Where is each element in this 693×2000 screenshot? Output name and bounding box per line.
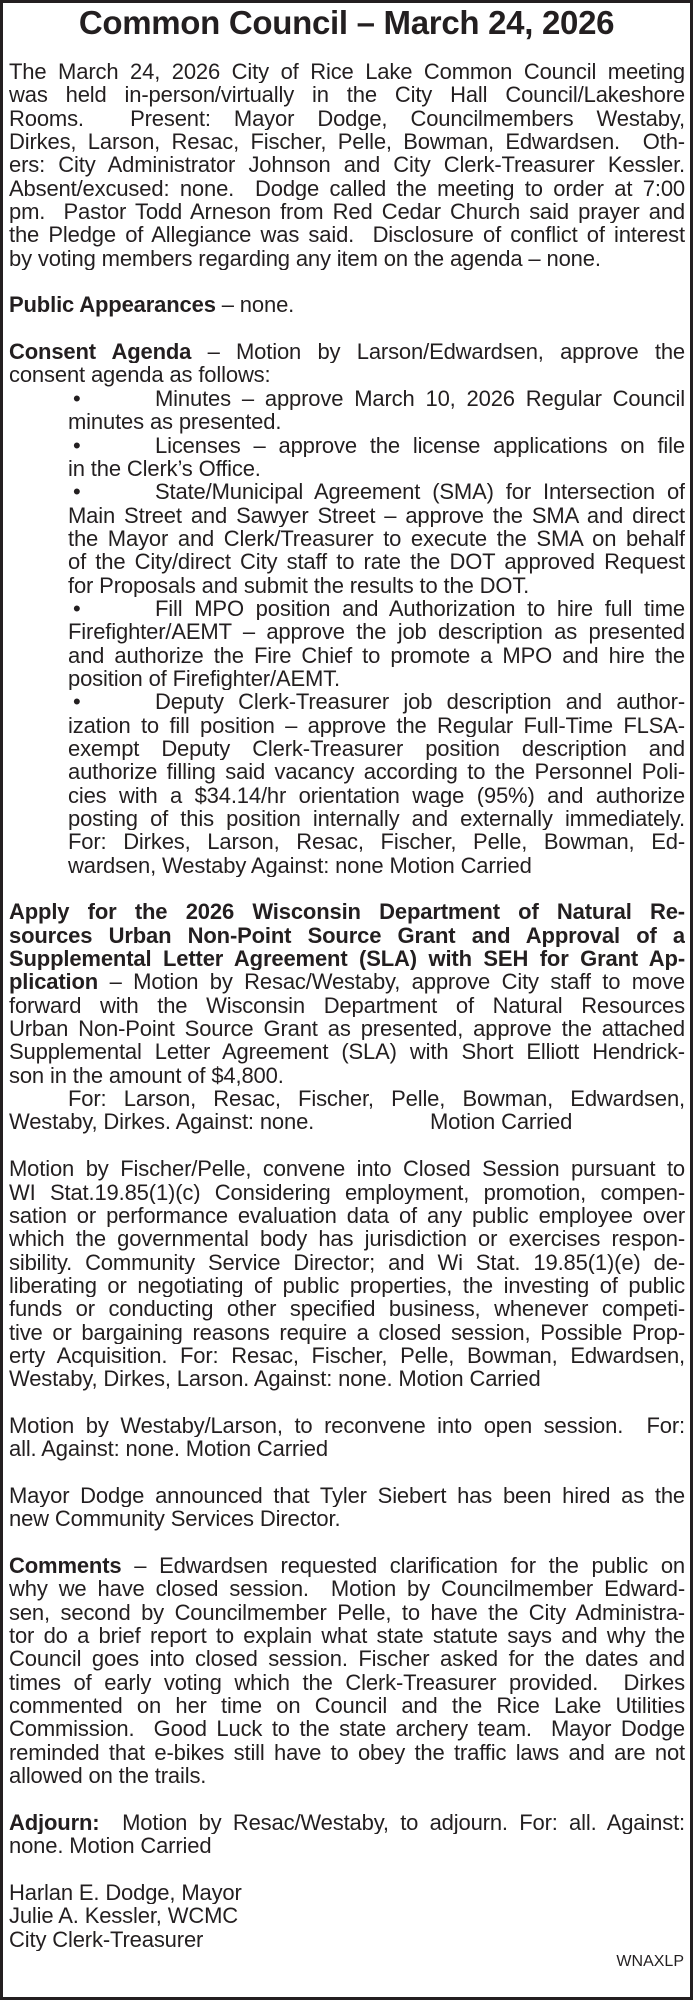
consent-agenda xyxy=(9,340,685,877)
paragraph-spacer xyxy=(9,1134,685,1157)
text-line xyxy=(9,807,685,830)
line-text: sen, second by Councilmember Pelle, to have the City Administra- xyxy=(9,1600,685,1625)
paragraph-spacer xyxy=(9,270,685,293)
page-title: Common Council – March 24, 2026 xyxy=(78,4,615,41)
bullet-item-line xyxy=(9,597,685,620)
bullet-item-line xyxy=(9,387,685,410)
text-line xyxy=(9,1624,685,1647)
paragraph-spacer xyxy=(9,1531,685,1554)
line-text: posting of this position internally and externally immediately. xyxy=(68,807,685,831)
text-line xyxy=(9,1577,685,1600)
line-text: For: Dirkes, Larson, Resac, Fischer, Pelle, Bowman, Ed- xyxy=(68,830,685,854)
line-text: Licenses – approve the license applications on file xyxy=(155,433,685,457)
line-text: cies with a $34.14/hr orientation wage (95%) and authorize xyxy=(68,783,685,807)
line-text: pm. Pastor Todd Arneson from Red Cedar Church said prayer and xyxy=(9,200,685,224)
bold-heading: Public Appearances xyxy=(9,293,216,317)
text-line xyxy=(9,363,685,386)
text-line xyxy=(9,1251,685,1274)
line-text: none. Motion Carried xyxy=(9,1834,212,1858)
motion-result: Motion Carried xyxy=(430,1110,573,1134)
dnr-grant-item xyxy=(9,900,685,1133)
line-text: why we have closed session. Motion by Councilmember Edward- xyxy=(9,1577,685,1601)
text-line xyxy=(9,784,685,807)
line-text: City Clerk-Treasurer xyxy=(9,1927,204,1951)
line-text: for Proposals and submit the results to the DOT. xyxy=(68,573,530,597)
line-text: – Edwardsen requested clarification for the public on xyxy=(121,1554,685,1578)
text-line xyxy=(9,924,685,947)
text-line xyxy=(9,854,685,877)
line-text: and authorize the Fire Chief to promote a MPO and hire the xyxy=(68,643,685,667)
line-text: Fill MPO position and Authorization to hire full time xyxy=(155,596,685,621)
bullet-icon: • xyxy=(73,480,81,504)
text-line xyxy=(9,1110,685,1133)
line-text: times of early voting which the Clerk-Treasurer provided. Dirkes xyxy=(9,1670,685,1695)
line-text: forward with the Wisconsin Department of Natural Resources xyxy=(9,993,685,1018)
line-text: was held in-person/virtually in the City Hall Council/Lakeshore xyxy=(9,83,685,107)
line-text: consent agenda as follows: xyxy=(9,363,271,387)
text-line xyxy=(9,223,685,246)
line-text: Absent/excused: none. Dodge called the meeting to order at 7:00 xyxy=(9,176,685,201)
text-line xyxy=(9,177,685,200)
line-text: Deputy Clerk-Treasurer job description and author- xyxy=(155,690,685,714)
text-line xyxy=(9,714,685,737)
text-line xyxy=(9,1671,685,1694)
line-text: all. Against: none. Motion Carried xyxy=(9,1437,328,1461)
text-line xyxy=(9,200,685,223)
line-text: Rooms. Present: Mayor Dodge, Councilmembers Westaby, xyxy=(9,106,685,131)
text-line xyxy=(9,620,685,643)
text-line xyxy=(9,457,685,480)
paragraph-spacer xyxy=(9,1461,685,1484)
text-line xyxy=(9,1904,685,1927)
text-line xyxy=(9,293,685,316)
line-text: Harlan E. Dodge, Mayor xyxy=(9,1880,242,1905)
text-line xyxy=(9,550,685,573)
text-line xyxy=(9,83,685,106)
text-line xyxy=(9,1204,685,1227)
text-line xyxy=(9,644,685,667)
line-text: ers: City Administrator Johnson and City Clerk-Treasurer Kessler. xyxy=(9,153,685,177)
bullet-icon: • xyxy=(73,690,81,714)
line-text: Motion by Westaby/Larson, to reconvene into open session. For: xyxy=(9,1413,685,1438)
line-text: State/Municipal Agreement (SMA) for Intersection of xyxy=(155,480,685,504)
text-line xyxy=(9,1274,685,1297)
text-line xyxy=(9,1321,685,1344)
text-line xyxy=(9,504,685,527)
line-text: wardsen, Westaby Against: none Motion Carried xyxy=(68,853,532,878)
text-line xyxy=(9,1928,685,1951)
paragraph-spacer xyxy=(9,317,685,340)
text-line xyxy=(9,1717,685,1740)
text-line xyxy=(9,153,685,176)
line-text: position of Firefighter/AEMT. xyxy=(68,666,340,691)
line-text: in the Clerk’s Office. xyxy=(68,456,261,481)
line-text: reminded that e-bikes still have to obey the traffic laws and are not xyxy=(9,1740,685,1765)
line-text: funds or conducting other specified business, whenever competi- xyxy=(9,1297,685,1321)
text-line xyxy=(9,130,685,153)
text-line xyxy=(9,1507,685,1530)
bullet-icon: • xyxy=(73,596,81,621)
line-text: exempt Deputy Clerk-Treasurer position description and xyxy=(68,736,685,761)
bold-heading: plication xyxy=(9,970,99,994)
text-line xyxy=(9,900,685,923)
line-text: Motion by Resac/Westaby, to adjourn. For: all. Against: xyxy=(99,1810,685,1835)
signature-block xyxy=(9,1881,685,1951)
line-text: – Motion by Resac/Westaby, approve City staff to move xyxy=(98,970,685,994)
paragraph-spacer xyxy=(9,1787,685,1810)
bullet-item-line xyxy=(9,480,685,503)
line-text: Motion by Fischer/Pelle, convene into Closed Session pursuant to xyxy=(9,1157,685,1181)
text-line xyxy=(9,410,685,433)
text-line xyxy=(9,1601,685,1624)
line-text: of the City/direct City staff to rate the DOT approved Request xyxy=(68,550,685,574)
bold-heading: Apply for the 2026 Wisconsin Department of Natural Re- xyxy=(9,900,685,924)
text-line xyxy=(9,737,685,760)
line-text: by voting members regarding any item on the agenda – none. xyxy=(9,246,601,271)
text-line xyxy=(9,1764,685,1787)
text-line xyxy=(9,1811,685,1834)
text-line xyxy=(9,60,685,83)
line-text: – none. xyxy=(215,293,295,317)
bold-heading: Adjourn: xyxy=(9,1810,100,1835)
line-text: Minutes – approve March 10, 2026 Regular Council xyxy=(155,386,685,411)
comments xyxy=(9,1554,685,1787)
line-text: tor do a brief report to explain what state statute says and why the xyxy=(9,1624,685,1648)
text-line xyxy=(9,247,685,270)
opening-paragraph xyxy=(9,60,685,270)
line-text: Commission. Good Luck to the state archery team. Mayor Dodge xyxy=(9,1717,685,1741)
hiring-announcement xyxy=(9,1484,685,1531)
line-text: allowed on the trails. xyxy=(9,1764,207,1788)
bullet-icon: • xyxy=(73,386,81,411)
line-text: sibility. Community Service Director; and Wi Stat. 19.85(1)(e) de- xyxy=(9,1250,685,1274)
text-line xyxy=(9,1181,685,1204)
line-text: which the governmental body has jurisdiction or exercises respon- xyxy=(9,1227,685,1251)
line-text: tive or bargaining reasons require a closed session, Possible Prop- xyxy=(9,1320,685,1344)
line-text: son in the amount of $4,800. xyxy=(9,1063,284,1088)
text-line xyxy=(9,1344,685,1367)
text-line xyxy=(9,1367,685,1390)
text-line xyxy=(9,1647,685,1670)
text-line xyxy=(9,527,685,550)
text-line xyxy=(9,760,685,783)
line-text: Main Street and Sawyer Street – approve the SMA and direct xyxy=(68,503,685,527)
line-text: Julie A. Kessler, WCMC xyxy=(9,1904,238,1928)
text-line xyxy=(9,1554,685,1577)
paragraph-spacer xyxy=(9,1391,685,1414)
line-text: Westaby, Dirkes. Against: none. xyxy=(9,1110,315,1134)
bold-heading: Comments xyxy=(9,1554,122,1578)
line-text: authorize filling said vacancy according to the Personnel Poli- xyxy=(68,760,685,784)
bold-heading: sources Urban Non-Point Source Grant and Approval of a xyxy=(9,923,685,948)
closed-session-motion xyxy=(9,1157,685,1390)
text-line xyxy=(9,107,685,130)
line-text: Supplemental Letter Agreement (SLA) with Short Elliott Hendrick- xyxy=(9,1040,685,1064)
text-line xyxy=(9,1227,685,1250)
text-line xyxy=(9,1694,685,1717)
text-line xyxy=(9,947,685,970)
bullet-item-line xyxy=(9,434,685,457)
text-line xyxy=(9,1414,685,1437)
text-line xyxy=(9,574,685,597)
text-line xyxy=(9,1297,685,1320)
line-text: The March 24, 2026 City of Rice Lake Common Council meeting xyxy=(9,60,685,84)
line-text: Council goes into closed session. Fischer asked for the dates and xyxy=(9,1647,685,1671)
text-line xyxy=(9,1157,685,1180)
paragraph-spacer xyxy=(9,877,685,900)
line-text: Westaby, Dirkes, Larson. Against: none. Motion Carried xyxy=(9,1367,541,1391)
line-text: liberating or negotiating of public properties, the investing of public xyxy=(9,1273,685,1298)
text-line xyxy=(9,1741,685,1764)
text-line xyxy=(9,970,685,993)
adjourn xyxy=(9,1811,685,1858)
line-text: sation or performance evaluation data of any public employee over xyxy=(9,1203,685,1228)
text-line xyxy=(9,1064,685,1087)
bold-heading: Supplemental Letter Agreement (SLA) with SEH for Grant Ap- xyxy=(9,947,685,971)
text-line xyxy=(9,1087,685,1110)
text-line xyxy=(9,667,685,690)
text-line xyxy=(9,1437,685,1460)
reconvene-motion xyxy=(9,1414,685,1461)
text-line xyxy=(9,1881,685,1904)
line-text: Urban Non-Point Source Grant as presented, approve the attached xyxy=(9,1017,685,1041)
text-line xyxy=(9,830,685,853)
line-text: erty Acquisition. For: Resac, Fischer, Pelle, Bowman, Edwardsen, xyxy=(9,1343,685,1368)
line-text: ization to fill position – approve the Regular Full-Time FLSA- xyxy=(68,713,685,737)
line-text: commented on her time on Council and the Rice Lake Utilities xyxy=(9,1694,685,1718)
line-text: new Community Services Director. xyxy=(9,1507,341,1531)
minutes-body xyxy=(9,60,685,1951)
text-line xyxy=(9,1484,685,1507)
line-text: minutes as presented. xyxy=(68,410,282,434)
line-text: Mayor Dodge announced that Tyler Siebert has been hired as the xyxy=(9,1483,685,1508)
text-line xyxy=(9,994,685,1017)
line-text: – Motion by Larson/Edwardsen, approve the xyxy=(191,340,685,364)
line-text: Dirkes, Larson, Resac, Fischer, Pelle, Bowman, Edwardsen. Oth- xyxy=(9,130,685,154)
line-text: Firefighter/AEMT – approve the job description as presented xyxy=(68,620,685,644)
line-text: the Mayor and Clerk/Treasurer to execute the SMA on behalf xyxy=(68,526,685,551)
line-text: WI Stat.19.85(1)(c) Considering employment, promotion, compen- xyxy=(9,1180,685,1204)
text-line xyxy=(9,1040,685,1063)
bullet-icon: • xyxy=(73,433,81,457)
text-line xyxy=(9,340,685,363)
text-line xyxy=(9,1834,685,1857)
public-appearances xyxy=(9,293,685,316)
paragraph-spacer xyxy=(9,1857,685,1880)
notice-code: WNAXLP xyxy=(616,1953,684,1970)
text-line xyxy=(9,1017,685,1040)
bold-heading: Consent Agenda xyxy=(9,340,192,364)
line-text: For: Larson, Resac, Fischer, Pelle, Bowman, Edwardsen, xyxy=(68,1087,685,1111)
bullet-item-line xyxy=(9,690,685,713)
line-text: the Pledge of Allegiance was said. Disclosure of conflict of interest xyxy=(9,223,685,247)
